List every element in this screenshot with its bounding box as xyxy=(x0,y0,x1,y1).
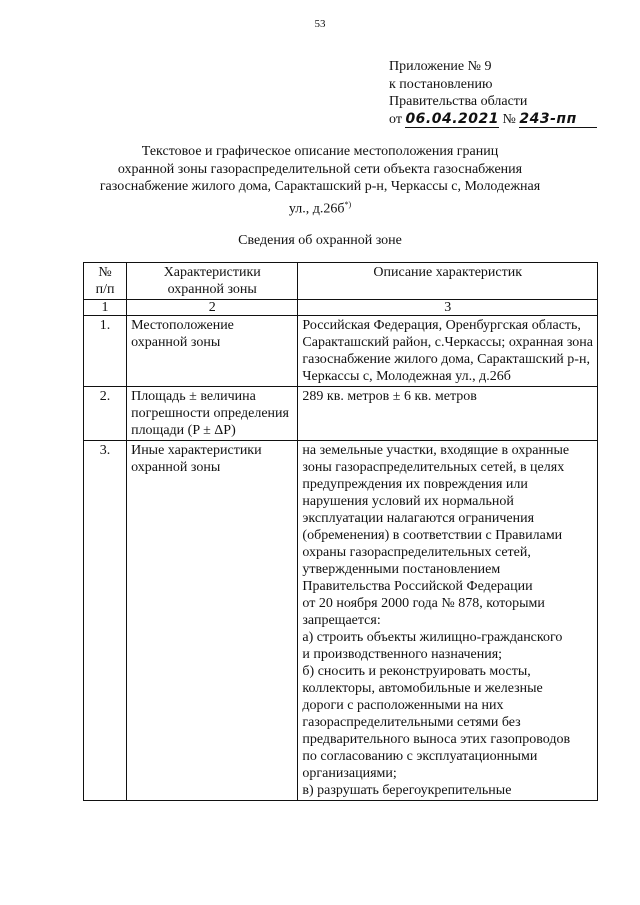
restriction-line: на земельные участки, входящие в охранные xyxy=(302,443,570,458)
protection-zone-table xyxy=(83,262,598,801)
page-number: 53 xyxy=(314,18,326,30)
col-number-3: 3 xyxy=(298,300,598,316)
header-num xyxy=(84,263,127,300)
restriction-line: предварительного выноса этих газопроводов xyxy=(302,732,571,747)
restriction-line: дороги с расположенными на них xyxy=(302,698,504,713)
row-number: 1. xyxy=(84,316,127,387)
row-characteristic: Местоположение охранной зоны xyxy=(127,316,298,387)
row-description: Российская Федерация, Оренбургская область, Саракташский район, с.Черкассы; охранная зона газоснабжение жилого дома, Саракташский р-н, Черкассы с, Молодежная ул., д.26б xyxy=(298,316,598,387)
section-subtitle: Сведения об охранной зоне xyxy=(238,233,402,248)
col-number-1: 1 xyxy=(84,300,127,316)
title-line-1: Текстовое и графическое описание местоположения границ xyxy=(141,144,499,159)
header-description xyxy=(298,263,598,300)
title-line-3: газоснабжение жилого дома, Саракташский р-н, Черкассы с, Молодежная xyxy=(99,179,541,194)
restriction-line: коллекторы, автомобильные и железные xyxy=(302,681,543,696)
table-row xyxy=(84,441,598,801)
col-number-2: 2 xyxy=(127,300,298,316)
restriction-line: б) сносить и реконструировать мосты, xyxy=(302,664,531,679)
restriction-line: (обременения) в соответствии с Правилами xyxy=(302,528,563,543)
restriction-line: Правительства Российской Федерации xyxy=(302,579,533,594)
header-desc-text: Описание характеристик xyxy=(373,265,523,280)
restriction-line: и производственного назначения; xyxy=(302,647,503,662)
table-header-row xyxy=(84,263,598,300)
appendix-header xyxy=(389,58,597,128)
restriction-line: организациями; xyxy=(302,766,397,781)
row-characteristic: Иные характеристики охранной зоны xyxy=(127,441,298,801)
appendix-date-line xyxy=(389,111,597,129)
restriction-line: запрещается: xyxy=(302,613,381,628)
restriction-line: в) разрушать берегоукрепительные xyxy=(302,783,512,798)
document-title xyxy=(90,143,550,218)
appendix-line-3: Правительства области xyxy=(389,94,528,109)
column-number-row xyxy=(84,300,598,316)
title-line-2: охранной зоны газораспределительной сети объекта газоснабжения xyxy=(117,161,523,177)
restriction-line: охраны газораспределительных сетей, xyxy=(302,545,531,560)
restriction-line: от 20 ноября 2000 года № 878, которыми xyxy=(302,596,545,611)
footnote-mark: *) xyxy=(344,199,352,209)
header-char-line-2: охранной зоны xyxy=(167,282,257,297)
restriction-line: газораспределительными сетями без xyxy=(302,715,521,730)
restriction-line: зоны газораспределительных сетей, в целях xyxy=(302,460,565,475)
restriction-line: утвержденными постановлением xyxy=(302,562,501,577)
row-number: 2. xyxy=(84,387,127,441)
from-label: от xyxy=(389,111,402,127)
header-char-line-1: Характеристики xyxy=(163,265,261,280)
table-row xyxy=(84,316,598,387)
number-label: № xyxy=(502,111,516,127)
row-number: 3. xyxy=(84,441,127,801)
appendix-line-2: к постановлению xyxy=(389,76,493,92)
table-row xyxy=(84,387,598,441)
header-characteristic xyxy=(127,263,298,300)
row-characteristic: Площадь ± величина погрешности определения площади (P ± ΔP) xyxy=(127,387,298,441)
restriction-line: нарушения условий их нормальной xyxy=(302,494,514,509)
row-description-restrictions xyxy=(298,441,598,801)
restriction-line: по согласованию с эксплуатационными xyxy=(302,749,538,764)
restriction-line: эксплуатации налагаются ограничения xyxy=(302,511,535,526)
title-line-4 xyxy=(90,196,550,218)
handwritten-date: 06.04.2021 xyxy=(405,110,500,127)
row-description: 289 кв. метров ± 6 кв. метров xyxy=(298,387,598,441)
header-num-line-1: № xyxy=(98,265,112,280)
restriction-line: а) строить объекты жилищно-гражданского xyxy=(302,630,563,645)
handwritten-number: 243-пп xyxy=(519,112,597,128)
header-num-line-2: п/п xyxy=(95,282,115,297)
appendix-line-1: Приложение № 9 xyxy=(389,59,492,74)
title-address-end: ул., д.26б xyxy=(288,201,345,217)
restriction-line: предупреждения их повреждения или xyxy=(302,477,528,492)
